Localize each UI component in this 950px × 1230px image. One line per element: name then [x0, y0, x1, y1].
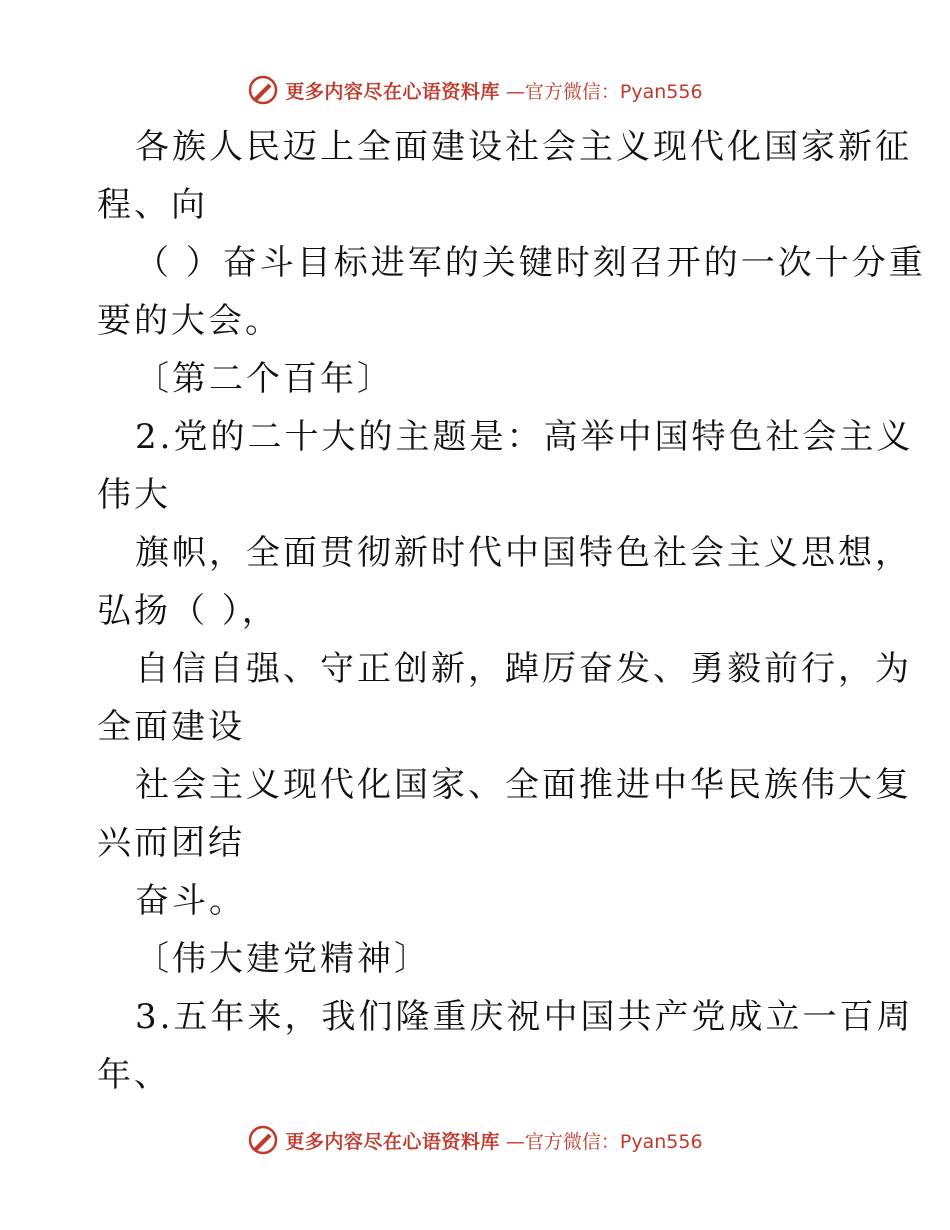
text-line: 自信自强、守正创新，踔厉奋发、勇毅前行，为	[135, 649, 912, 689]
text-line: 兴而团结	[97, 823, 245, 863]
header-watermark-banner	[0, 70, 950, 110]
text-line: （ ）奋斗目标进军的关键时刻召开的一次十分重	[135, 243, 926, 283]
text-line: 社会主义现代化国家、全面推进中华民族伟大复	[135, 765, 912, 805]
header-watermark-text: 更多内容尽在心语资料库	[285, 80, 500, 103]
answer-line: 〔伟大建党精神〕	[135, 939, 431, 979]
question-line: 2.党的二十大的主题是：高举中国特色社会主义	[135, 417, 914, 457]
text-line: 弘扬（ ），	[97, 591, 279, 631]
header-watermark-wechat: —官方微信：Pyan556	[505, 80, 703, 103]
text-line: 要的大会。	[97, 301, 282, 341]
pen-logo-icon	[247, 1124, 279, 1156]
footer-watermark-wechat: —官方微信：Pyan556	[505, 1130, 703, 1153]
question-line: 3.五年来，我们隆重庆祝中国共产党成立一百周	[135, 997, 914, 1037]
text-line: 年、	[97, 1055, 171, 1095]
text-line: 旗帜，全面贯彻新时代中国特色社会主义思想，	[135, 533, 912, 573]
answer-line: 〔第二个百年〕	[135, 359, 394, 399]
pen-logo-icon	[247, 74, 279, 106]
text-line: 伟大	[97, 475, 171, 515]
text-line: 程、向	[97, 185, 208, 225]
document-body	[97, 118, 926, 1104]
text-line: 全面建设	[97, 707, 245, 747]
footer-watermark-banner	[0, 1120, 950, 1160]
footer-watermark-text: 更多内容尽在心语资料库	[285, 1130, 500, 1153]
text-line: 奋斗。	[135, 881, 246, 921]
text-line: 各族人民迈上全面建设社会主义现代化国家新征	[135, 127, 912, 167]
